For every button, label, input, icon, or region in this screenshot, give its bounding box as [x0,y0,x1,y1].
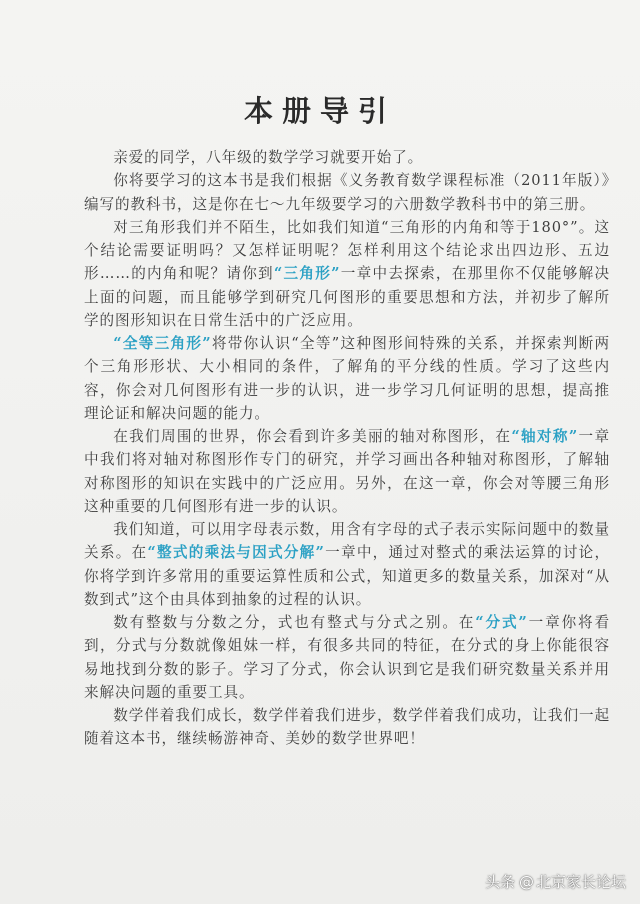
page-title: 本册导引 [243,94,396,129]
watermark-account: 北京家长论坛 [535,873,626,891]
paragraph [84,425,610,518]
paragraph-text: 一章你将看到，分式与分数就像姐妹一样，有很多共同的特征，在分式的身上你能很容易地找到分数的影子。学习了分式，你会认识到它是我们研究数量关系并用来解决问题的重要工具。 [84,614,610,701]
paragraph-text: 数学伴着我们成长，数学伴着我们进步，数学伴着我们成功，让我们一起随着这本书，继续畅游神奇、美妙的数学世界吧！ [84,707,610,748]
chapter-highlight: “分式” [475,614,528,631]
paragraph [84,332,610,425]
paragraph-text: 数有整数与分数之分，式也有整式与分式之别。在 [113,614,476,631]
paragraph-text: 在我们周围的世界，你会看到许多美丽的轴对称图形，在 [113,428,512,445]
paragraph [84,169,610,216]
chapter-highlight: “全等三角形” [113,335,212,352]
paragraph [84,611,610,704]
paragraph [84,518,610,611]
paragraph-text: 我们知道，可以用字母表示数，用含有字母的式子表示实际问题中的数量关系。在 [84,521,610,562]
paragraph-text: 你将要学习的这本书是我们根据《义务教育数学课程标准（2011年版）》编写的教科书，这是你在七～九年级要学习的六册数学教科书中的第三册。 [84,172,610,213]
chapter-highlight: “整式的乘法与因式分解” [147,544,325,562]
watermark-platform: 头条 [484,873,515,891]
paragraph-text: 一章中，通过对整式的乘法运算的讨论，你将学到许多常用的重要运算性质和公式，知道更多的数量关系，加深对“从数到式”这个由具体到抽象的过程的认识。 [84,544,611,608]
watermark-at: @ [518,872,534,891]
paragraph-text: 将带你认识“全等”这种图形间特殊的关系，并探索判断两个三角形形状、大小相同的条件，了解角的平分线的性质。学习了这些内容，你会对几何图形有进一步的认识，进一步学习几何证明的思想，提高推理论证和解决问题的能力。 [84,335,610,422]
paragraph [84,704,610,751]
paragraph-text: 对三角形我们并不陌生，比如我们知道“三角形的内角和等于180°”。这个结论需要证明吗？又怎样证明呢？怎样利用这个结论求出四边形、五边形……的内角和呢？请你到 [84,218,610,283]
paragraph-text: 一章中我们将对轴对称图形作专门的研究，并学习画出各种轴对称图形，了解轴对称图形的知识在实践中的广泛应用。另外，在这一章，你会对等腰三角形这种重要的几何图形有进一步的认识。 [84,428,610,515]
chapter-highlight: “轴对称” [511,428,579,445]
paragraph-text: 一章中去探索，在那里你不仅能够解决上面的问题，而且能够学到研究几何图形的重要思想和方法，并初步了解所学的图形知识在日常生活中的广泛应用。 [84,265,610,329]
paragraph [84,146,610,169]
watermark [485,871,626,892]
paragraph-text: 亲爱的同学，八年级的数学学习就要开始了。 [113,149,424,166]
chapter-highlight: “三角形” [273,265,341,283]
paragraph [84,216,610,332]
intro-body [84,146,610,751]
